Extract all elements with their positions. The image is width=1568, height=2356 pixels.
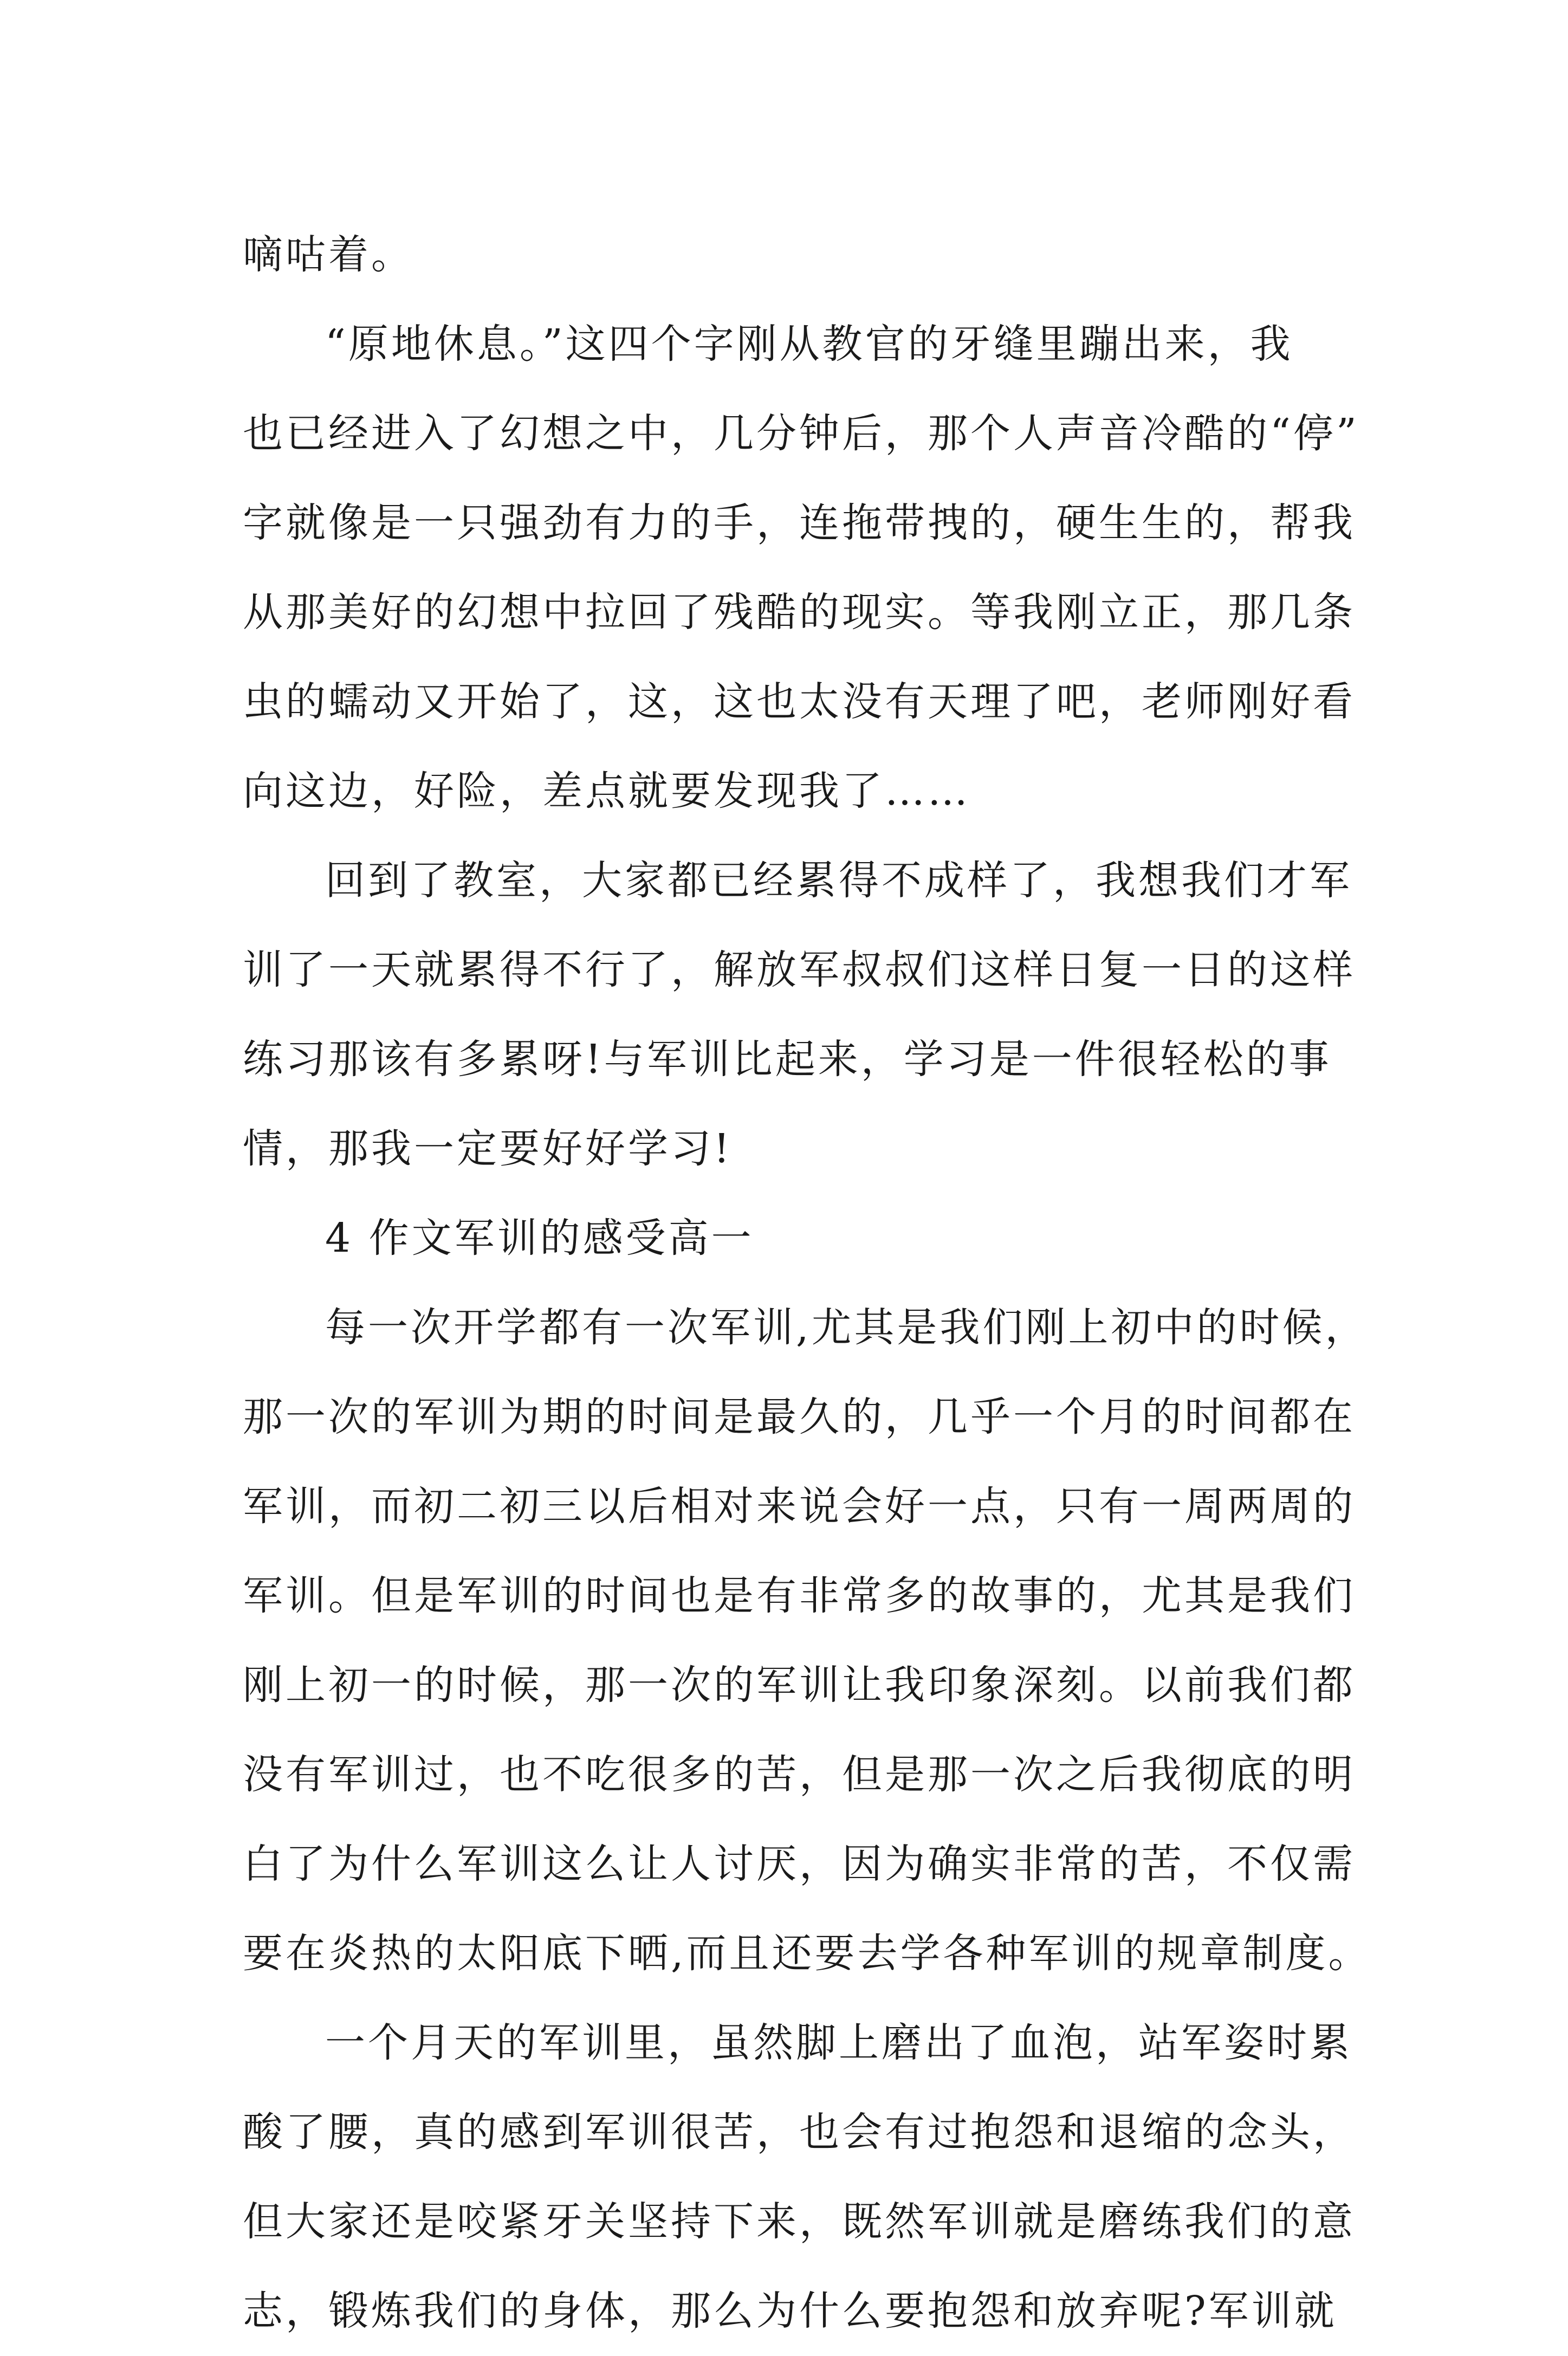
text-line: 酸了腰，真的感到军训很苦，也会有过抱怨和退缩的念头， (243, 2109, 1356, 2156)
paragraph-2 (243, 300, 1359, 836)
text-line: 一个月天的军训里，虽然脚上磨出了血泡，站军姿时累 (325, 2020, 1352, 2066)
text-line: 虫的蠕动又开始了，这，这也太没有天理了吧，老师刚好看 (243, 678, 1356, 725)
text-line: 情，那我一定要好好学习! (243, 1125, 733, 1172)
text-line: “原地休息。”这四个字刚从教官的牙缝里蹦出来，我 (325, 321, 1293, 367)
text-line: 字就像是一只强劲有力的手，连拖带拽的，硬生生的，帮我 (243, 500, 1356, 546)
text-line: 没有军训过，也不吃很多的苦，但是那一次之后我彻底的明 (243, 1751, 1356, 1798)
text-line: 但大家还是咬紧牙关坚持下来，既然军训就是磨练我们的意 (243, 2198, 1356, 2245)
heading-text: 4 作文军训的感受高一 (325, 1215, 754, 1261)
text-line: 嘀咕着。 (243, 231, 414, 278)
paragraph-6 (243, 1998, 1356, 2356)
text-line: 练习那该有多累呀!与军训比起来，学习是一件很轻松的事 (243, 1036, 1332, 1083)
text-line: 训了一天就累得不行了，解放军叔叔们这样日复一日的这样 (243, 947, 1356, 993)
text-line: 也已经进入了幻想之中，几分钟后，那个人声音冷酷的“停” (243, 410, 1359, 457)
paragraph-3 (243, 836, 1356, 1194)
section-heading (243, 1194, 1332, 1283)
paragraph-5 (243, 1283, 1371, 1998)
text-line: 那一次的军训为期的时间是最久的，几乎一个月的时间都在 (243, 1394, 1356, 1440)
text-line: 白了为什么军训这么让人讨厌，因为确实非常的苦，不仅需 (243, 1841, 1356, 1887)
text-line: 每一次开学都有一次军训,尤其是我们刚上初中的时候， (325, 1304, 1368, 1351)
document-body (243, 210, 1371, 2356)
text-line: 向这边，好险，差点就要发现我了…… (243, 768, 970, 814)
paragraph-1 (243, 210, 1332, 300)
text-line: 从那美好的幻想中拉回了残酷的现实。等我刚立正，那几条 (243, 589, 1356, 636)
text-line: 刚上初一的时候，那一次的军训让我印象深刻。以前我们都 (243, 1662, 1356, 1708)
text-line: 要在炎热的太阳底下晒,而且还要去学各种军训的规章制度。 (243, 1930, 1371, 1977)
text-line: 军训，而初二初三以后相对来说会好一点，只有一周两周的 (243, 1483, 1356, 1530)
text-line: 回到了教室，大家都已经累得不成样了，我想我们才军 (325, 857, 1352, 904)
text-line: 志，锻炼我们的身体，那么为什么要抱怨和放弃呢?军训就 (243, 2288, 1337, 2334)
text-line: 军训。但是军训的时间也是有非常多的故事的，尤其是我们 (243, 1572, 1356, 1619)
